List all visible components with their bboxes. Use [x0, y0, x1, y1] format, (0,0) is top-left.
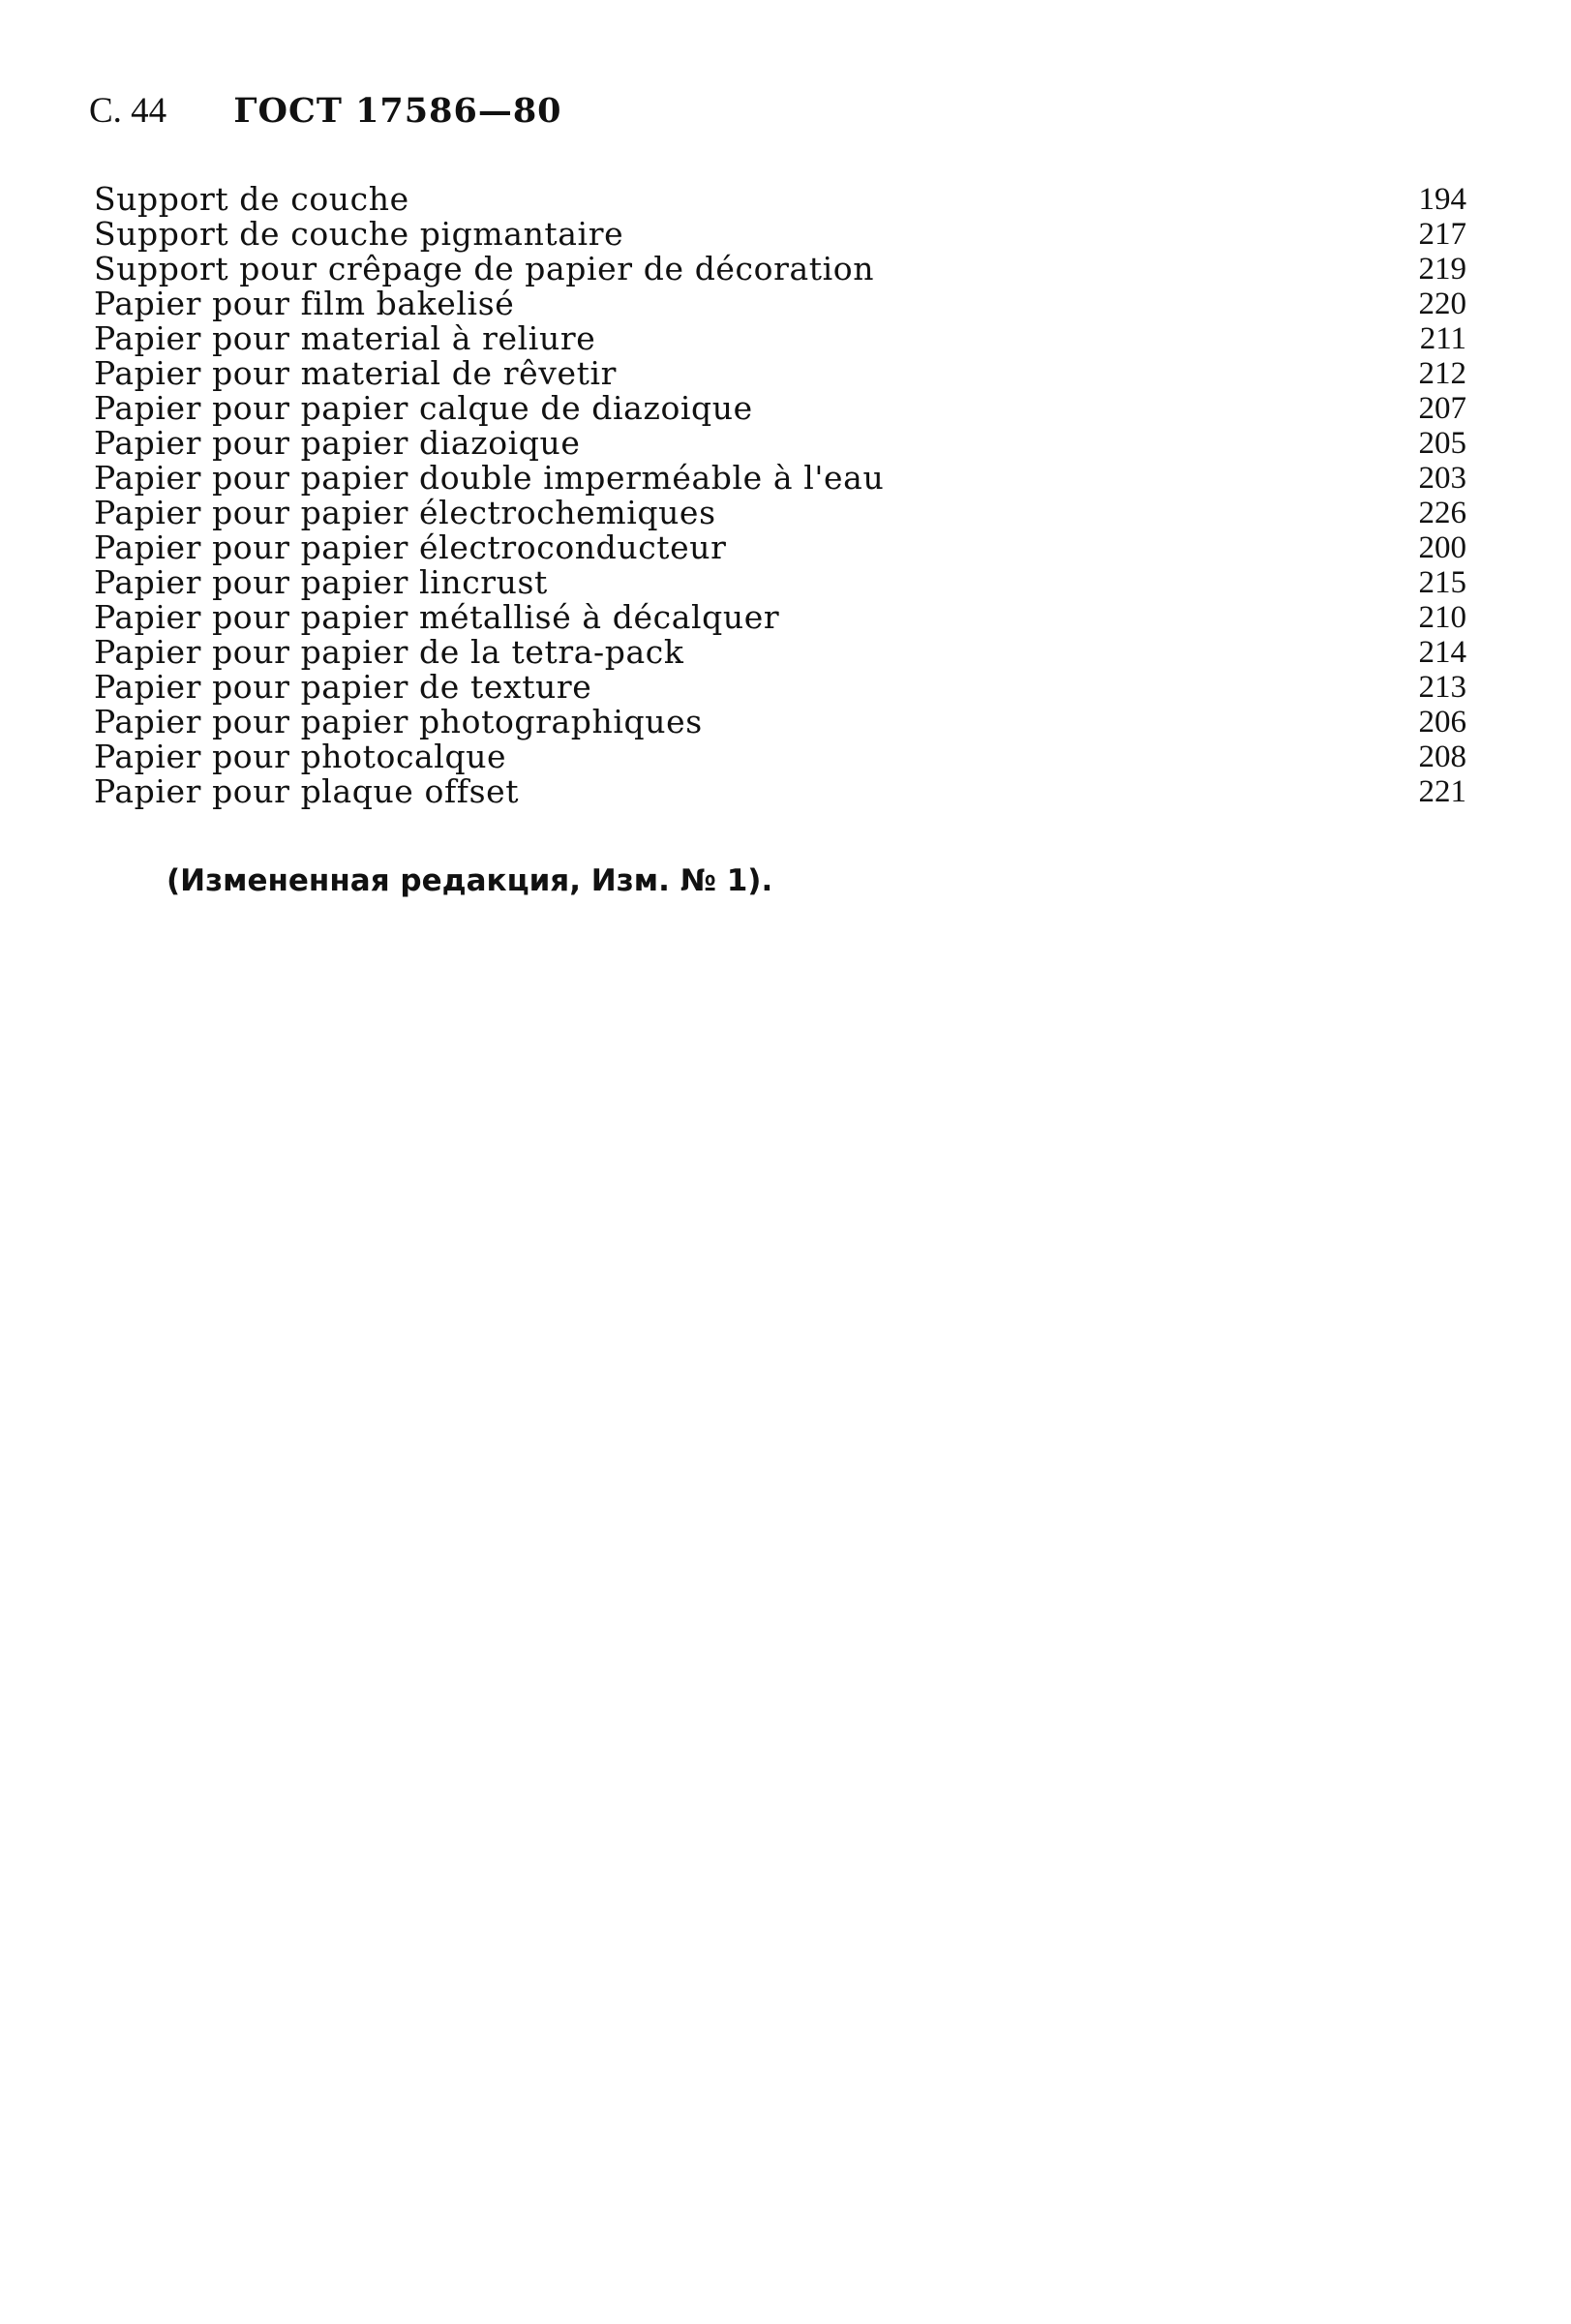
index-term: Papier pour film bakelisé [94, 285, 515, 322]
index-number: 194 [1418, 182, 1466, 217]
index-row [94, 461, 1466, 496]
term-index-list [94, 182, 1466, 809]
index-row [94, 530, 1466, 565]
index-row [94, 426, 1466, 461]
page-number: С. 44 [89, 91, 167, 131]
index-number: 214 [1418, 635, 1466, 670]
index-term: Support de couche pigmantaire [94, 215, 624, 253]
index-number: 213 [1418, 670, 1466, 705]
index-row [94, 600, 1466, 635]
index-row [94, 739, 1466, 774]
index-term: Papier pour papier lincrust [94, 563, 548, 601]
index-term: Papier pour plaque offset [94, 772, 520, 810]
index-number: 220 [1418, 287, 1466, 321]
index-term: Papier pour photocalque [94, 738, 507, 775]
standard-number: ГОСТ 17586—80 [233, 91, 562, 131]
index-row [94, 287, 1466, 321]
index-number: 217 [1418, 217, 1466, 252]
index-term: Papier pour papier électrochemiques [94, 494, 716, 531]
index-term: Papier pour material à reliure [94, 319, 596, 357]
index-row [94, 321, 1466, 356]
index-term: Papier pour papier métallisé à décalquer [94, 598, 780, 636]
index-row [94, 496, 1466, 530]
index-number: 211 [1419, 321, 1466, 356]
index-number: 207 [1418, 391, 1466, 426]
index-row [94, 705, 1466, 739]
index-row [94, 670, 1466, 705]
index-number: 205 [1418, 426, 1466, 461]
index-term: Support de couche [94, 180, 409, 218]
index-term: Papier pour papier calque de diazoique [94, 389, 753, 427]
index-row [94, 252, 1466, 287]
index-number: 226 [1418, 496, 1466, 530]
index-term: Papier pour papier électroconducteur [94, 528, 727, 566]
index-term: Papier pour papier photographiques [94, 703, 703, 740]
index-term: Papier pour papier double imperméable à l'eau [94, 459, 885, 497]
index-number: 208 [1418, 739, 1466, 774]
index-term: Papier pour papier de texture [94, 668, 592, 706]
amendment-note: (Измененная редакция, Изм. № 1). [166, 863, 773, 898]
index-number: 215 [1418, 565, 1466, 600]
page-header [89, 92, 562, 131]
index-number: 200 [1418, 530, 1466, 565]
index-row [94, 774, 1466, 809]
index-term: Support pour crêpage de papier de décoration [94, 250, 875, 287]
index-row [94, 565, 1466, 600]
index-term: Papier pour material de rêvetir [94, 354, 617, 392]
index-number: 206 [1418, 705, 1466, 739]
index-row [94, 391, 1466, 426]
index-row [94, 217, 1466, 252]
index-row [94, 182, 1466, 217]
index-number: 219 [1418, 252, 1466, 287]
index-term: Papier pour papier de la tetra-pack [94, 633, 684, 671]
index-term: Papier pour papier diazoique [94, 424, 581, 462]
index-row [94, 635, 1466, 670]
index-number: 203 [1418, 461, 1466, 496]
index-number: 212 [1418, 356, 1466, 391]
index-number: 210 [1418, 600, 1466, 635]
index-number: 221 [1418, 774, 1466, 809]
index-row [94, 356, 1466, 391]
